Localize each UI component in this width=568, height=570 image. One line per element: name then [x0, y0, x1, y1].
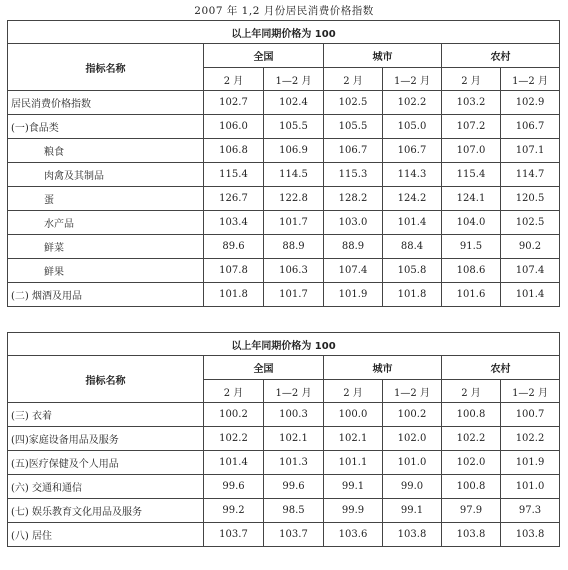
value-cell: 101.7: [264, 283, 324, 307]
month-header: 2 月: [204, 68, 264, 91]
row-label: 居民消费价格指数: [8, 91, 204, 115]
value-cell: 88.9: [324, 235, 383, 259]
base-note: 以上年同期价格为 100: [8, 21, 560, 44]
month-header: 1—2 月: [264, 380, 324, 403]
document-title: 2007 年 1,2 月份居民消费价格指数: [194, 5, 374, 17]
month-header: 2 月: [204, 380, 264, 403]
value-cell: 128.2: [324, 187, 383, 211]
table-row: [8, 403, 560, 427]
month-header: 2 月: [442, 68, 501, 91]
table-row: [8, 187, 560, 211]
value-cell: 101.4: [204, 451, 264, 475]
row-label: (七) 娱乐教育文化用品及服务: [8, 499, 204, 523]
value-cell: 106.7: [324, 139, 383, 163]
value-cell: 98.5: [264, 499, 324, 523]
value-cell: 107.4: [501, 259, 560, 283]
value-cell: 100.2: [204, 403, 264, 427]
value-cell: 89.6: [204, 235, 264, 259]
value-cell: 107.4: [324, 259, 383, 283]
row-label: 鲜果: [8, 259, 204, 283]
table-row: [8, 235, 560, 259]
indicator-header: 指标名称: [8, 44, 204, 91]
value-cell: 101.7: [264, 211, 324, 235]
cpi-table-2: [7, 332, 560, 547]
value-cell: 103.7: [204, 523, 264, 547]
base-note: 以上年同期价格为 100: [8, 333, 560, 356]
value-cell: 107.0: [442, 139, 501, 163]
value-cell: 90.2: [501, 235, 560, 259]
row-label: (八) 居住: [8, 523, 204, 547]
value-cell: 103.8: [442, 523, 501, 547]
table-row: [8, 91, 560, 115]
value-cell: 102.4: [264, 91, 324, 115]
region-header-urban: 城市: [324, 44, 442, 68]
value-cell: 101.9: [324, 283, 383, 307]
table-row: [8, 427, 560, 451]
value-cell: 120.5: [501, 187, 560, 211]
value-cell: 99.6: [204, 475, 264, 499]
value-cell: 88.9: [264, 235, 324, 259]
value-cell: 102.2: [442, 427, 501, 451]
value-cell: 99.0: [383, 475, 442, 499]
value-cell: 106.7: [383, 139, 442, 163]
value-cell: 107.1: [501, 139, 560, 163]
value-cell: 101.3: [264, 451, 324, 475]
value-cell: 101.0: [383, 451, 442, 475]
value-cell: 102.2: [383, 91, 442, 115]
value-cell: 104.0: [442, 211, 501, 235]
value-cell: 100.8: [442, 403, 501, 427]
value-cell: 103.4: [204, 211, 264, 235]
month-header: 1—2 月: [383, 380, 442, 403]
value-cell: 103.0: [324, 211, 383, 235]
table-row: [8, 259, 560, 283]
value-cell: 101.4: [501, 283, 560, 307]
value-cell: 88.4: [383, 235, 442, 259]
region-header-national: 全国: [204, 44, 324, 68]
value-cell: 101.9: [501, 451, 560, 475]
value-cell: 99.6: [264, 475, 324, 499]
value-cell: 97.3: [501, 499, 560, 523]
value-cell: 102.1: [264, 427, 324, 451]
month-header: 1—2 月: [501, 68, 560, 91]
region-header-national: 全国: [204, 356, 324, 380]
month-header: 1—2 月: [383, 68, 442, 91]
region-header-rural: 农村: [442, 44, 560, 68]
value-cell: 124.2: [383, 187, 442, 211]
value-cell: 103.7: [264, 523, 324, 547]
value-cell: 115.4: [204, 163, 264, 187]
value-cell: 115.3: [324, 163, 383, 187]
month-header: 1—2 月: [264, 68, 324, 91]
value-cell: 124.1: [442, 187, 501, 211]
value-cell: 105.8: [383, 259, 442, 283]
value-cell: 102.0: [442, 451, 501, 475]
region-header-rural: 农村: [442, 356, 560, 380]
row-label: 粮食: [8, 139, 204, 163]
value-cell: 101.1: [324, 451, 383, 475]
value-cell: 100.2: [383, 403, 442, 427]
month-header: 2 月: [324, 380, 383, 403]
row-label: 鲜菜: [8, 235, 204, 259]
table-row: [8, 163, 560, 187]
row-label: (四)家庭设备用品及服务: [8, 427, 204, 451]
value-cell: 101.0: [501, 475, 560, 499]
row-label: (五)医疗保健及个人用品: [8, 451, 204, 475]
value-cell: 105.0: [383, 115, 442, 139]
value-cell: 100.7: [501, 403, 560, 427]
value-cell: 102.2: [204, 427, 264, 451]
table-body: [8, 91, 560, 307]
value-cell: 100.3: [264, 403, 324, 427]
table-row: [8, 139, 560, 163]
table-row: [8, 211, 560, 235]
region-header-urban: 城市: [324, 356, 442, 380]
value-cell: 99.9: [324, 499, 383, 523]
month-header: 2 月: [442, 380, 501, 403]
value-cell: 107.8: [204, 259, 264, 283]
month-header: 1—2 月: [501, 380, 560, 403]
value-cell: 102.7: [204, 91, 264, 115]
value-cell: 105.5: [324, 115, 383, 139]
value-cell: 99.2: [204, 499, 264, 523]
value-cell: 106.7: [501, 115, 560, 139]
value-cell: 91.5: [442, 235, 501, 259]
value-cell: 102.1: [324, 427, 383, 451]
value-cell: 126.7: [204, 187, 264, 211]
value-cell: 106.8: [204, 139, 264, 163]
table-row: [8, 115, 560, 139]
value-cell: 106.3: [264, 259, 324, 283]
value-cell: 103.6: [324, 523, 383, 547]
value-cell: 102.0: [383, 427, 442, 451]
value-cell: 102.2: [501, 427, 560, 451]
table-row: [8, 499, 560, 523]
table-row: [8, 475, 560, 499]
value-cell: 103.2: [442, 91, 501, 115]
value-cell: 101.4: [383, 211, 442, 235]
row-label: (六) 交通和通信: [8, 475, 204, 499]
row-label: (三) 衣着: [8, 403, 204, 427]
value-cell: 101.6: [442, 283, 501, 307]
value-cell: 102.5: [501, 211, 560, 235]
table-row: [8, 523, 560, 547]
value-cell: 103.8: [383, 523, 442, 547]
value-cell: 114.5: [264, 163, 324, 187]
row-label: (二) 烟酒及用品: [8, 283, 204, 307]
table-row: [8, 451, 560, 475]
value-cell: 122.8: [264, 187, 324, 211]
value-cell: 100.0: [324, 403, 383, 427]
value-cell: 107.2: [442, 115, 501, 139]
value-cell: 102.9: [501, 91, 560, 115]
value-cell: 106.0: [204, 115, 264, 139]
value-cell: 114.7: [501, 163, 560, 187]
indicator-header: 指标名称: [8, 356, 204, 403]
value-cell: 99.1: [324, 475, 383, 499]
table-body: [8, 403, 560, 547]
value-cell: 105.5: [264, 115, 324, 139]
value-cell: 101.8: [383, 283, 442, 307]
value-cell: 100.8: [442, 475, 501, 499]
row-label: (一)食品类: [8, 115, 204, 139]
row-label: 蛋: [8, 187, 204, 211]
value-cell: 108.6: [442, 259, 501, 283]
table-row: [8, 283, 560, 307]
value-cell: 114.3: [383, 163, 442, 187]
value-cell: 99.1: [383, 499, 442, 523]
cpi-table-1: [7, 20, 560, 307]
value-cell: 106.9: [264, 139, 324, 163]
row-label: 水产品: [8, 211, 204, 235]
row-label: 肉禽及其制品: [8, 163, 204, 187]
value-cell: 101.8: [204, 283, 264, 307]
value-cell: 103.8: [501, 523, 560, 547]
value-cell: 115.4: [442, 163, 501, 187]
value-cell: 97.9: [442, 499, 501, 523]
month-header: 2 月: [324, 68, 383, 91]
value-cell: 102.5: [324, 91, 383, 115]
